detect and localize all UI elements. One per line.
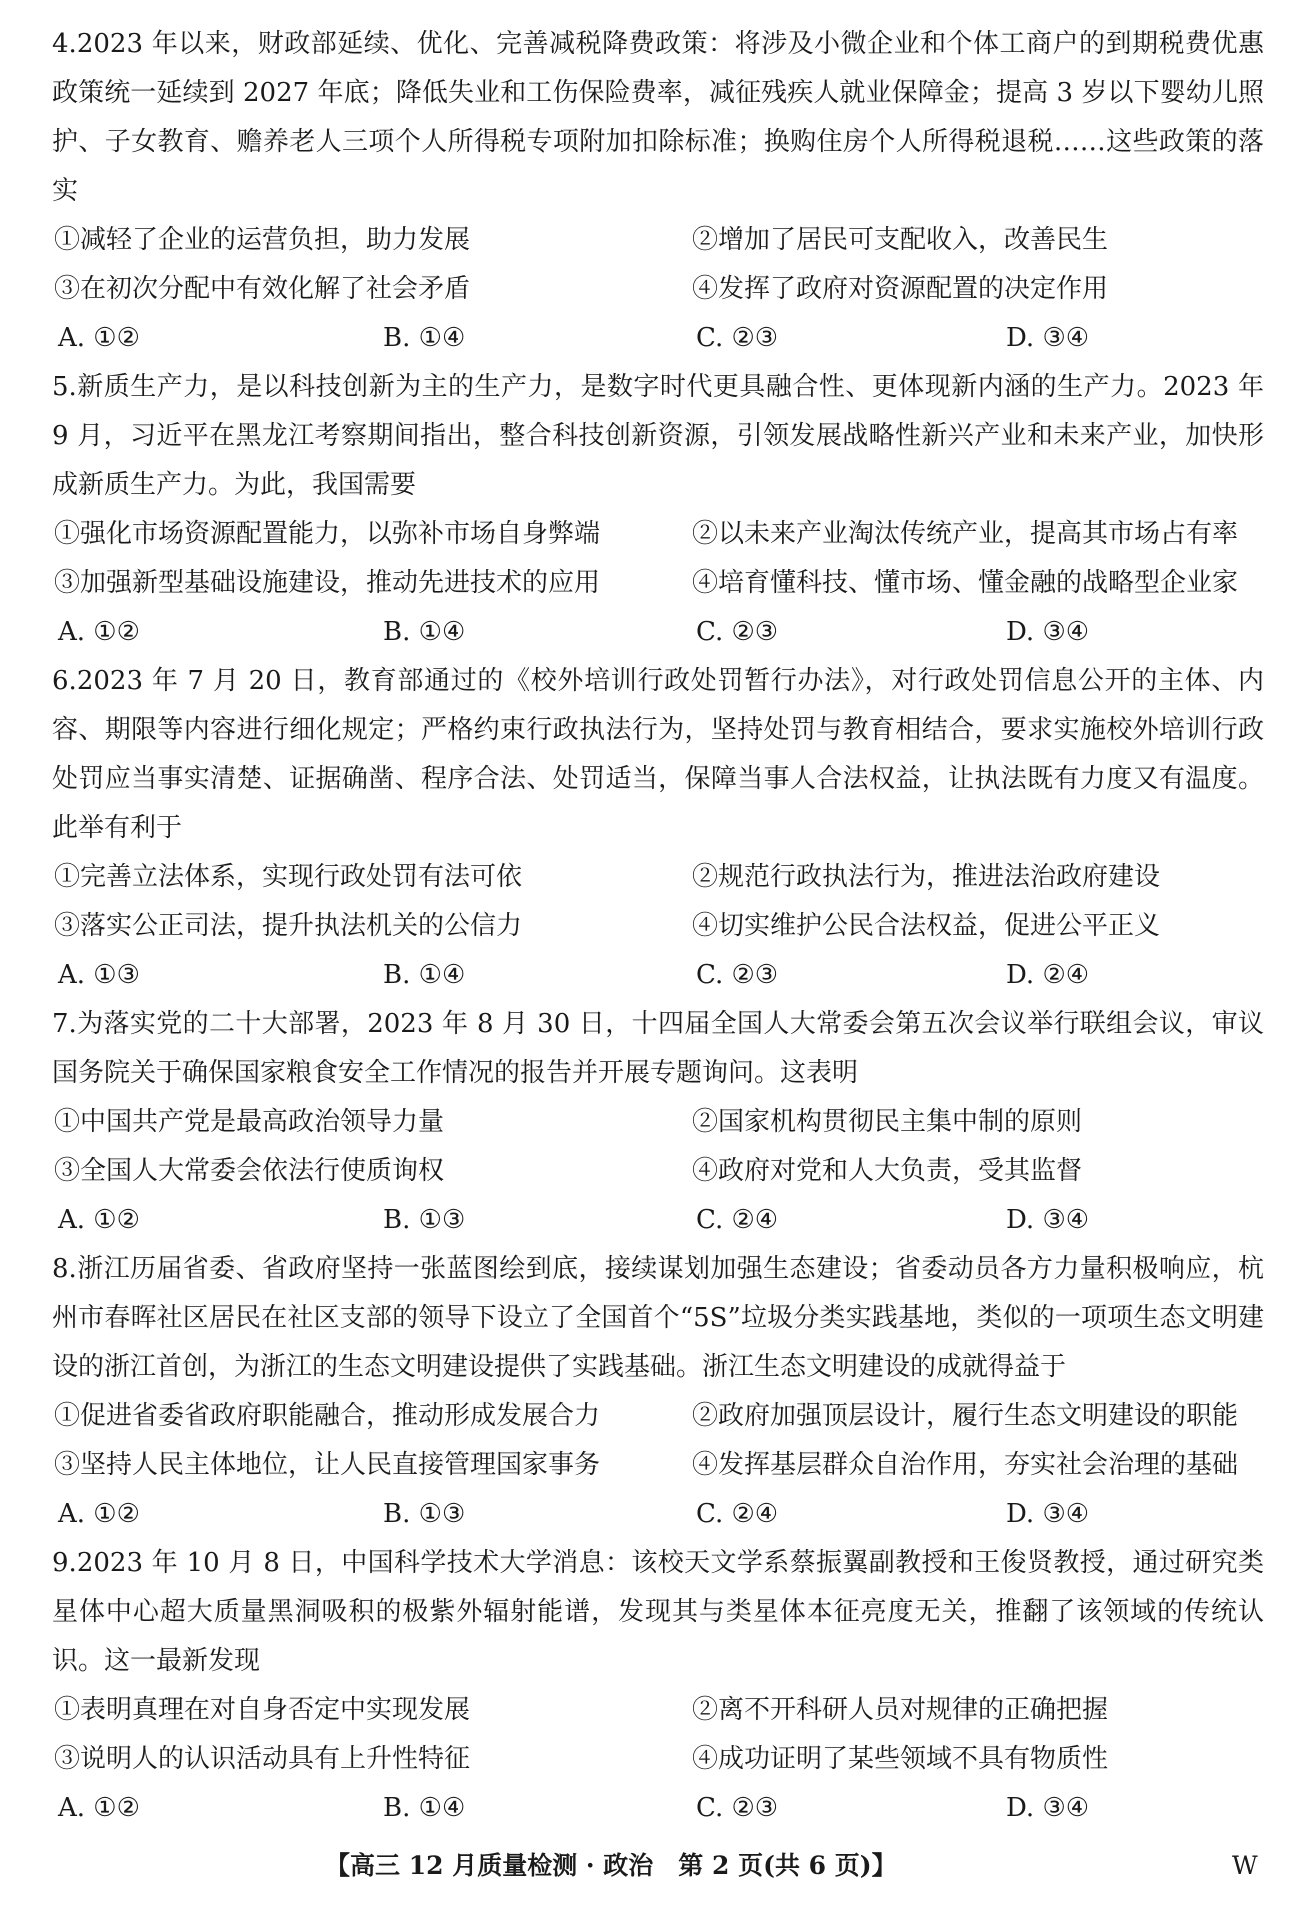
question-9 xyxy=(52,1539,1264,1833)
question-number: 7. xyxy=(52,1009,77,1039)
question-text: 新质生产力，是以科技创新为主的生产力，是数字时代更具融合性、更体现新内涵的生产力。2023 年 9 月，习近平在黑龙江考察期间指出，整合科技创新资源，引领发展战略性新兴产业和未来产业，加快形成新质生产力。为此，我国需要 xyxy=(52,372,1264,500)
question-8 xyxy=(52,1245,1264,1539)
question-stem xyxy=(52,657,1264,853)
statement-options xyxy=(52,853,1264,951)
question-stem xyxy=(52,1539,1264,1686)
answer-choice: A. ①② xyxy=(58,1499,140,1529)
question-stem xyxy=(52,20,1264,216)
answer-choice: C. ②④ xyxy=(696,1205,779,1235)
answer-choice: D. ③④ xyxy=(1006,323,1090,353)
statement-option: ①强化市场资源配置能力，以弥补市场自身弊端 xyxy=(54,519,601,549)
answer-choices xyxy=(52,608,1264,657)
statement-option: ④切实维护公民合法权益，促进公平正义 xyxy=(692,911,1161,941)
answer-choice: B. ①④ xyxy=(383,323,466,353)
answer-choice: B. ①③ xyxy=(383,1499,466,1529)
question-6 xyxy=(52,657,1264,1000)
question-number: 9. xyxy=(52,1548,77,1578)
answer-choice: C. ②③ xyxy=(696,1793,779,1823)
question-stem xyxy=(52,1000,1264,1098)
statement-options xyxy=(52,1098,1264,1196)
question-text: 浙江历届省委、省政府坚持一张蓝图绘到底，接续谋划加强生态建设；省委动员各方力量积极响应，杭州市春晖社区居民在社区支部的领导下设立了全国首个“5S”垃圾分类实践基地，类似的一项项生态文明建设的浙江首创，为浙江的生态文明建设提供了实践基础。浙江生态文明建设的成就得益于 xyxy=(52,1254,1264,1382)
statement-option: ①促进省委省政府职能融合，推动形成发展合力 xyxy=(54,1401,601,1431)
question-4 xyxy=(52,20,1264,363)
answer-choices xyxy=(52,1490,1264,1539)
statement-option: ③说明人的认识活动具有上升性特征 xyxy=(54,1744,471,1774)
statement-option: ②政府加强顶层设计，履行生态文明建设的职能 xyxy=(692,1401,1239,1431)
statement-option: ③落实公正司法，提升执法机关的公信力 xyxy=(54,911,523,941)
footer-title: 【高三 12 月质量检测 · 政治 第 2 页(共 6 页)】 xyxy=(325,1851,897,1880)
statement-options xyxy=(52,510,1264,608)
statement-option: ③加强新型基础设施建设，推动先进技术的应用 xyxy=(54,568,601,598)
question-number: 5. xyxy=(52,372,77,402)
answer-choices xyxy=(52,951,1264,1000)
answer-choice: D. ③④ xyxy=(1006,1205,1090,1235)
answer-choices xyxy=(52,1784,1264,1833)
answer-choice: B. ①③ xyxy=(383,1205,466,1235)
statement-option: ①中国共产党是最高政治领导力量 xyxy=(54,1107,445,1137)
statement-option: ②以未来产业淘汰传统产业，提高其市场占有率 xyxy=(692,519,1239,549)
page-footer xyxy=(0,1846,1298,1886)
statement-option: ①减轻了企业的运营负担，助力发展 xyxy=(54,225,471,255)
answer-choices xyxy=(52,314,1264,363)
answer-choice: A. ①③ xyxy=(58,960,140,990)
statement-option: ④发挥了政府对资源配置的决定作用 xyxy=(692,274,1109,304)
answer-choice: C. ②③ xyxy=(696,617,779,647)
question-text: 2023 年 10 月 8 日，中国科学技术大学消息：该校天文学系蔡振翼副教授和王俊贤教授，通过研究类星体中心超大质量黑洞吸积的极紫外辐射能谱，发现其与类星体本征亮度无关，推翻了该领域的传统认识。这一最新发现 xyxy=(52,1548,1264,1676)
statement-option: ④政府对党和人大负责，受其监督 xyxy=(692,1156,1083,1186)
answer-choice: A. ①② xyxy=(58,617,140,647)
answer-choices xyxy=(52,1196,1264,1245)
question-stem xyxy=(52,1245,1264,1392)
statement-option: ④发挥基层群众自治作用，夯实社会治理的基础 xyxy=(692,1450,1239,1480)
statement-option: ③坚持人民主体地位，让人民直接管理国家事务 xyxy=(54,1450,601,1480)
answer-choice: A. ①② xyxy=(58,1205,140,1235)
statement-option: ④成功证明了某些领域不具有物质性 xyxy=(692,1744,1109,1774)
statement-option: ③全国人大常委会依法行使质询权 xyxy=(54,1156,445,1186)
question-7 xyxy=(52,1000,1264,1245)
question-text: 2023 年 7 月 20 日，教育部通过的《校外培训行政处罚暂行办法》，对行政处罚信息公开的主体、内容、期限等内容进行细化规定；严格约束行政执法行为，坚持处罚与教育相结合，要求实施校外培训行政处罚应当事实清楚、证据确凿、程序合法、处罚适当，保障当事人合法权益，让执法既有力度又有温度。此举有利于 xyxy=(52,666,1264,843)
statement-options xyxy=(52,1392,1264,1490)
statement-option: ②国家机构贯彻民主集中制的原则 xyxy=(692,1107,1083,1137)
answer-choice: B. ①④ xyxy=(383,1793,466,1823)
answer-choice: D. ③④ xyxy=(1006,1499,1090,1529)
statement-option: ③在初次分配中有效化解了社会矛盾 xyxy=(54,274,471,304)
question-stem xyxy=(52,363,1264,510)
question-text: 2023 年以来，财政部延续、优化、完善减税降费政策：将涉及小微企业和个体工商户的到期税费优惠政策统一延续到 2027 年底；降低失业和工伤保险费率，减征残疾人就业保障金；提高 3 岁以下婴幼儿照护、子女教育、赡养老人三项个人所得税专项附加扣除标准；换购住房个人所得税退税……这些政策的落实 xyxy=(52,29,1264,206)
answer-choice: C. ②④ xyxy=(696,1499,779,1529)
statement-option: ②离不开科研人员对规律的正确把握 xyxy=(692,1695,1109,1725)
exam-page xyxy=(52,20,1264,1833)
question-number: 4. xyxy=(52,29,77,59)
statement-option: ①完善立法体系，实现行政处罚有法可依 xyxy=(54,862,523,892)
question-number: 6. xyxy=(52,666,77,696)
answer-choice: B. ①④ xyxy=(383,960,466,990)
statement-option: ①表明真理在对自身否定中实现发展 xyxy=(54,1695,471,1725)
statement-option: ②增加了居民可支配收入，改善民生 xyxy=(692,225,1109,255)
statement-options xyxy=(52,1686,1264,1784)
answer-choice: C. ②③ xyxy=(696,323,779,353)
answer-choice: D. ③④ xyxy=(1006,1793,1090,1823)
answer-choice: A. ①② xyxy=(58,1793,140,1823)
answer-choice: B. ①④ xyxy=(383,617,466,647)
answer-choice: A. ①② xyxy=(58,323,140,353)
answer-choice: C. ②③ xyxy=(696,960,779,990)
question-5 xyxy=(52,363,1264,657)
answer-choice: D. ③④ xyxy=(1006,617,1090,647)
statement-option: ②规范行政执法行为，推进法治政府建设 xyxy=(692,862,1161,892)
statement-option: ④培育懂科技、懂市场、懂金融的战略型企业家 xyxy=(692,568,1239,598)
question-number: 8. xyxy=(52,1254,77,1284)
question-text: 为落实党的二十大部署，2023 年 8 月 30 日，十四届全国人大常委会第五次会议举行联组会议，审议国务院关于确保国家粮食安全工作情况的报告并开展专题询问。这表明 xyxy=(52,1009,1264,1088)
statement-options xyxy=(52,216,1264,314)
footer-code: W xyxy=(1232,1851,1258,1880)
answer-choice: D. ②④ xyxy=(1006,960,1090,990)
